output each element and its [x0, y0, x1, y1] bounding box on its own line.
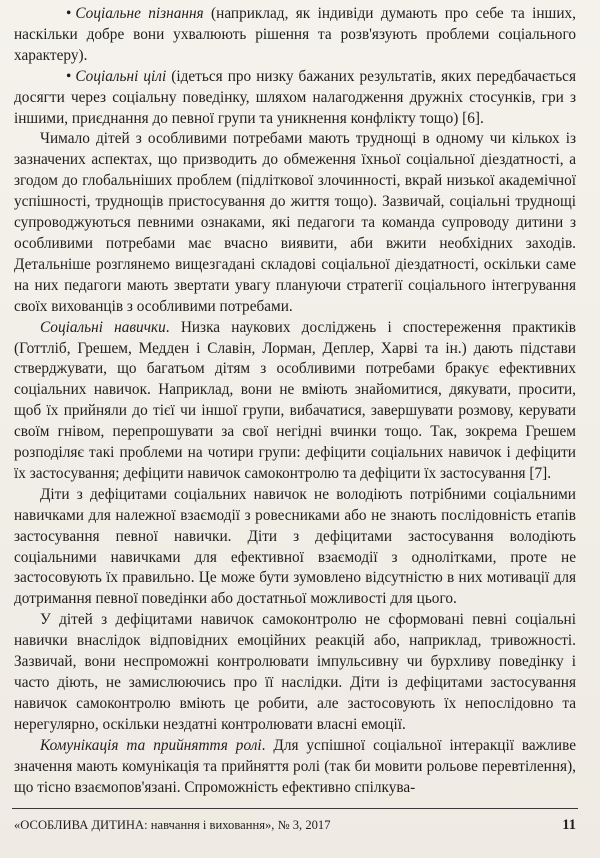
footer-divider — [12, 808, 578, 809]
paragraph-text: У дітей з дефіцитами навичок самоконтролю не сформовані певні соціальні навички внаслідок відповідних емоційних реакцій або, наприклад, тривожності. Зазвичай, вони неспроможні контролювати імпульсивну чи бурхливу поведінку і часто діють, не замислюючись про її наслідки. Діти із дефіцитами застосування навичок самоконтролю вміють це робити, але застосовують їх непослідовно та нерегулярно, оскільки нездатні контролювати власні емоції. — [14, 611, 576, 733]
article-body — [14, 4, 576, 798]
term-social-skills: Соціальні навички — [40, 318, 166, 336]
page-footer — [14, 814, 576, 836]
paragraph-text: . Низка наукових досліджень і спостереження практиків (Готтліб, Грешем, Медден і Славін, Лорман, Деплер, Харві та ін.) дають підстави стверджувати, що багатьом дітям з особливими потребами бракує ефективних соціальних навичок. Наприклад, вони не вміють знайомитися, дякувати, просити, щоб їх прийняли до тієї чи іншої групи, вибачатися, завершувати розмову, керувати своїм гнівом, перепрошувати за свої негідні вчинки тощо. Так, зокрема Грешем розподіляє такі проблеми на чотири групи: дефіцити соціальних навичок і дефіцити їх застосування; дефіцити навичок самоконтролю та дефіцити їх застосування [7]. — [14, 318, 576, 482]
paragraph-text: (наприклад, як індивіди думають про себе та інших, наскільки добре вони ухвалюють рішення та розв'язують проблеми соціального характеру). — [14, 5, 576, 64]
paragraph-text: Діти з дефіцитами соціальних навичок не володіють потрібними соціальними навичками для належної взаємодії з ровесниками або не знають послідовність етапів застосування певної навички. Діти з дефіцитами застосування володіють соціальними навичками для ефективної взаємодії з однолітками, проте не застосовують їх правильно. Це може бути зумовлено відсутністю в них мотивації для дотримання певної поведінки або достатньої можливості для цього. — [14, 485, 576, 608]
paragraph-social-cognition — [14, 4, 576, 67]
page-number: 11 — [562, 817, 576, 833]
bullet-marker: • — [66, 5, 72, 22]
bullet-marker: • — [66, 67, 72, 85]
paragraph-text: Чимало дітей з особливими потребами мають труднощі в одному чи кількох із зазначених аспектах, що призводить до обмеження їхньої соціальної діездатності, а згодом до глобальніших проблем (підліткової злочинності, вкрай низької академічної успішності, труднощів пристосування до життя тощо). Зазвичай, соціальні труднощі супроводжуються певними ознаками, які педагоги та команда супроводу дитини з особливими потребами має вчасно виявити, аби вжити необхідних заходів. Детальніше розглянемо вищезгадані складові соціальної діездатності, оскільки саме на них педагоги мають звертати увагу плануючи стратегії соціального інтегрування своїх вихованців з особливими потребами. — [14, 130, 576, 315]
term-social-goals: Соціальні цілі — [75, 67, 167, 85]
term-communication: Комунікація та прийняття ролі — [40, 736, 262, 754]
journal-title: «ОСОБЛИВА ДИТИНА: навчання і виховання», № 3, 2017 — [14, 818, 331, 832]
paragraph-self-control — [14, 610, 576, 735]
paragraph-social-goals — [14, 67, 576, 130]
paragraph-difficulties — [14, 129, 576, 317]
paragraph-communication — [14, 736, 576, 799]
paragraph-text: (ідеться про низку бажаних результатів, яких передбачається досягти через соціальну поведінку, шляхом налагодження дружніх стосунків, гри з іншими, приєднання до певної групи та уникнення конфлікту тощо) [6]. — [14, 67, 576, 127]
paragraph-text: . Для успішної соціальної інтеракції важливе значення мають комунікація та прийняття ролі (так би мовити рольове перевтілення), що тісно взаємопов'язані. Спроможність ефективно спілкува- — [14, 736, 576, 796]
paragraph-social-skills — [14, 318, 576, 485]
term-social-cognition: Соціальне пізнання — [75, 5, 204, 22]
paragraph-skill-deficits — [14, 485, 576, 610]
